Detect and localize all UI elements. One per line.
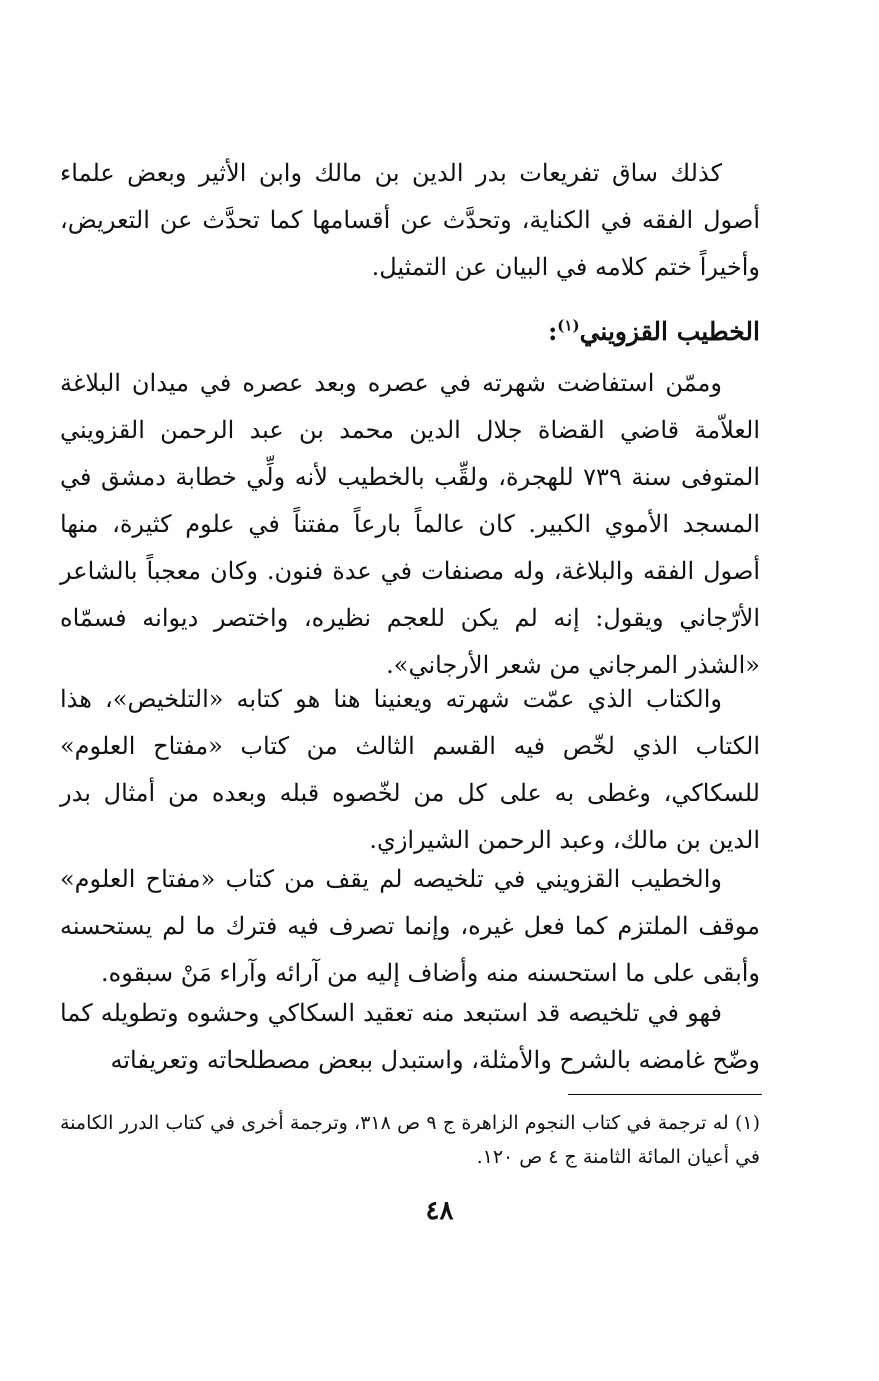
- body-paragraph-continuation: فهو في تلخيصه قد استبعد منه تعقيد السكاكي وحشوه وتطويله كما وضّح غامضه بالشرح والأمثلة، واستبدل ببعض مصطلحاته وتعريفاته: [60, 999, 760, 1074]
- intro-paragraph: كذلك ساق تفريعات بدر الدين بن مالك وابن الأثير وبعض علماء أصول الفقه في الكناية، وتحدَّث عن أقسامها كما تحدَّث عن التعريض، وأخيراً ختم كلامه في البيان عن التمثيل.: [60, 159, 760, 281]
- page-number: ٤٨: [425, 1196, 454, 1226]
- footnote-divider: [568, 1094, 762, 1095]
- section-heading: [60, 308, 760, 355]
- heading-footnote-ref: (١): [557, 316, 580, 335]
- footnote: (١) له ترجمة في كتاب النجوم الزاهرة ج ٩ ص ٣١٨، وترجمة أخرى في كتاب الدرر الكامنة في أعيان المائة الثامنة ج ٤ ص ١٢٠.: [60, 1112, 760, 1168]
- heading-title: الخطيب القزويني: [579, 317, 760, 346]
- body-paragraph-biography: وممّن استفاضت شهرته في عصره وبعد عصره في ميدان البلاغة العلاّمة قاضي القضاة جلال الدين محمد بن عبد الرحمن القزويني المتوفى سنة ٧٣٩ للهجرة، ولقِّب بالخطيب لأنه ولِّي خطابة دمشق في المسجد الأموي الكبير. كان عالماً بارعاً مفتناً في علوم كثيرة، منها أصول الفقه والبلاغة، وله مصنفات في عدة فنون. وكان معجباً بالشاعر الأرّجاني ويقول: إنه لم يكن للعجم نظيره، واختصر ديوانه فسمّاه «الشذر المرجاني من شعر الأرجاني».: [60, 369, 760, 679]
- body-paragraph-method: والخطيب القزويني في تلخيصه لم يقف من كتاب «مفتاح العلوم» موقف الملتزم كما فعل غيره، وإنما تصرف فيه فترك ما لم يستحسنه وأبقى على ما استحسنه منه وأضاف إليه من آرائه وآراء مَنْ سبقوه.: [60, 865, 760, 987]
- body-paragraph-talkhis: والكتاب الذي عمّت شهرته ويعنينا هنا هو كتابه «التلخيص»، هذا الكتاب الذي لخّص فيه القسم الثالث من كتاب «مفتاح العلوم» للسكاكي، وغطى به على كل من لخّصوه قبله وبعده من أمثال بدر الدين بن مالك، وعبد الرحمن الشيرازي.: [60, 685, 760, 854]
- heading-suffix: :: [548, 317, 558, 346]
